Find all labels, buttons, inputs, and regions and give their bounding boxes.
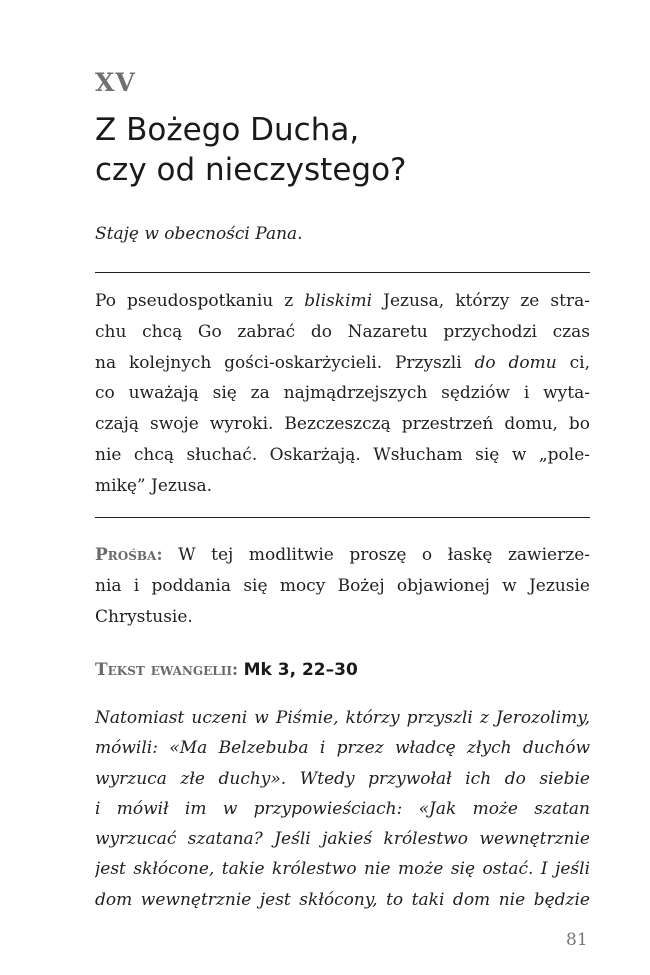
gospel-line: wyrzucać szatana? Jeśli jakieś królestwo wewnętrznie [95, 829, 590, 850]
gospel-label: Tekst ewangelii: [95, 660, 239, 680]
intro-line: Po pseudospotkaniu z bliskimi Jezusa, którzy ze stra- [95, 291, 590, 311]
divider [95, 517, 590, 518]
request-line: nia i poddania się mocy Bożej objawionej w Jezusie [95, 575, 590, 596]
intro-line: czają swoje wyroki. Bezczeszczą przestrzeń domu, bo [95, 414, 590, 435]
intro-line: nie chcą słuchać. Oskarżają. Wsłucham się w „pole- [95, 444, 590, 465]
page-number: 81 [566, 930, 588, 950]
chapter-title-line: Z Bożego Ducha, [95, 112, 360, 148]
presence-line: Staję w obecności Pana. [95, 224, 303, 244]
gospel-line: jest skłócone, takie królestwo nie może się ostać. I jeśli [95, 859, 590, 880]
chapter-title-line: czy od nieczystego? [95, 152, 407, 188]
gospel-line: i mówił im w przypowieściach: «Jak może szatan [95, 798, 590, 819]
gospel-reference: Mk 3, 22–30 [243, 660, 358, 680]
request-line: Chrystusie. [95, 606, 193, 627]
request-paragraph [95, 540, 590, 632]
gospel-line: wyrzuca złe duchy». Wtedy przywołał ich do siebie [95, 768, 590, 789]
intro-paragraph [95, 286, 590, 502]
chapter-title [95, 110, 590, 190]
request-label: Prośba: [95, 545, 163, 565]
gospel-line: mówili: «Ma Belzebuba i przez władcę złych duchów [95, 738, 590, 759]
intro-line: chu chcą Go zabrać do Nazaretu przychodzi czas [95, 321, 590, 342]
gospel-line: dom wewnętrznie jest skłócony, to taki dom nie będzie [95, 889, 590, 910]
intro-line: mikę” Jezusa. [95, 475, 213, 496]
gospel-heading [95, 660, 358, 680]
chapter-number: XV [95, 68, 136, 97]
intro-line: co uważają się za najmądrzejszych sędziów i wyta- [95, 383, 590, 404]
intro-line: na kolejnych gości-oskarżycieli. Przyszli do domu ci, [95, 352, 590, 373]
request-line: Prośba: W tej modlitwie proszę o łaskę zawierze- [95, 545, 590, 565]
divider [95, 272, 590, 273]
gospel-line: Natomiast uczeni w Piśmie, którzy przyszli z Jerozolimy, [95, 708, 590, 728]
gospel-text [95, 703, 590, 915]
